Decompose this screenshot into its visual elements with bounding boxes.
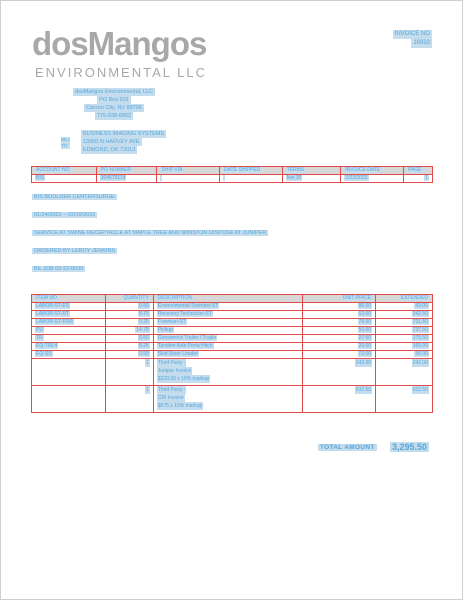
company-phone: 775-838-6862 bbox=[96, 113, 132, 119]
note-line: BE JOB 02-22-0039 bbox=[34, 266, 84, 272]
table-row: EQ-TRL4 8.25 Tandem Axle Porta Hitch 20.00 165.00 bbox=[32, 343, 433, 351]
bill-to-label: BILL TO bbox=[61, 137, 71, 148]
company-logo-subtitle: ENVIRONMENTAL LLC bbox=[35, 65, 207, 80]
line-items-table bbox=[31, 294, 433, 413]
table-row: LABOR-ST-FOR 9.25 Foreman-ST 78.00 721.50 bbox=[32, 319, 433, 327]
table-row: LABOR-ST-RT 8.75 Recovery Technician-ST 62.00 542.50 bbox=[32, 311, 433, 319]
header-table-row: BIS 304679118 Net 30 2/23/2022 1 bbox=[32, 175, 433, 183]
table-row: EQ-SS 0.50 Skid Steer Loader 72.00 36.00 bbox=[32, 351, 433, 359]
table-row: 1 Third Party - CRI Invoice $575 x 10% markup 632.50 632.50 bbox=[32, 386, 433, 413]
note-line: 01/24/2022 ~ 02/10/2022 bbox=[34, 212, 96, 218]
bill-to-city: EDMOND, OK 73013 bbox=[83, 147, 136, 153]
col-description: DESCRIPTION bbox=[153, 295, 302, 303]
col-ship-via: SHIP VIA bbox=[157, 167, 220, 175]
header-table-head bbox=[32, 167, 433, 175]
company-city: Carson City, NV 89706 bbox=[86, 105, 142, 111]
note-line: SERVICE AT SWINE RECEPTACLE AT MAPLE TREE AND WINSTON DISPOSE AT JUNIPER bbox=[34, 230, 267, 236]
col-date-shipped: DATE SHIPPED bbox=[219, 167, 282, 175]
note-line: BIS BOULDER CENTERSURGE bbox=[34, 194, 115, 200]
bill-to-address bbox=[81, 130, 166, 154]
col-item-no: ITEM NO bbox=[32, 295, 106, 303]
company-name: dosMangos Environmental, LLC bbox=[74, 89, 154, 95]
bill-to-name: BUSINESS IMAGING SYSTEMS bbox=[83, 131, 164, 137]
invoice-number-label: INVOICE NO bbox=[394, 31, 430, 37]
col-invoice-date: INVOICE DATE bbox=[341, 167, 404, 175]
invoice-number-block bbox=[393, 30, 432, 48]
bill-to-street: 13900 N HARVEY AVE bbox=[83, 139, 140, 145]
col-extended: EXTENDED bbox=[376, 295, 433, 303]
table-row: 1 Third Party - Juniper Invoice $220.00 x 10% markup 242.00 242.00 bbox=[32, 359, 433, 386]
table-row: TR 6.50 Gooseneck Trailer / Trailer 27.00 175.50 bbox=[32, 335, 433, 343]
col-account-no: ACCOUNT NO bbox=[32, 167, 97, 175]
invoice-header-table bbox=[31, 166, 433, 183]
col-po-number: PO NUMBER bbox=[96, 167, 157, 175]
col-quantity: QUANTITY bbox=[106, 295, 154, 303]
company-logo: dosMangos bbox=[32, 25, 207, 62]
note-line: ORDERED BY LEROY JENKINS bbox=[34, 248, 116, 254]
company-po-box: PO Box 931 bbox=[99, 97, 129, 103]
col-terms: TERMS bbox=[282, 167, 341, 175]
col-page: PAGE bbox=[404, 167, 433, 175]
col-unit-price: UNIT PRICE bbox=[302, 295, 375, 303]
invoice-number: 16933 bbox=[413, 40, 430, 46]
table-row: PU 14.75 Pickup 50.00 737.50 bbox=[32, 327, 433, 335]
total-amount-label: TOTAL AMOUNT bbox=[320, 444, 375, 451]
total-amount-value: 3,295.50 bbox=[391, 442, 427, 452]
company-address bbox=[69, 88, 159, 120]
items-table-head bbox=[32, 295, 433, 303]
table-row: LABOR-ST-ES 0.50 Environmental Scientist-ST 86.00 43.00 bbox=[32, 303, 433, 311]
